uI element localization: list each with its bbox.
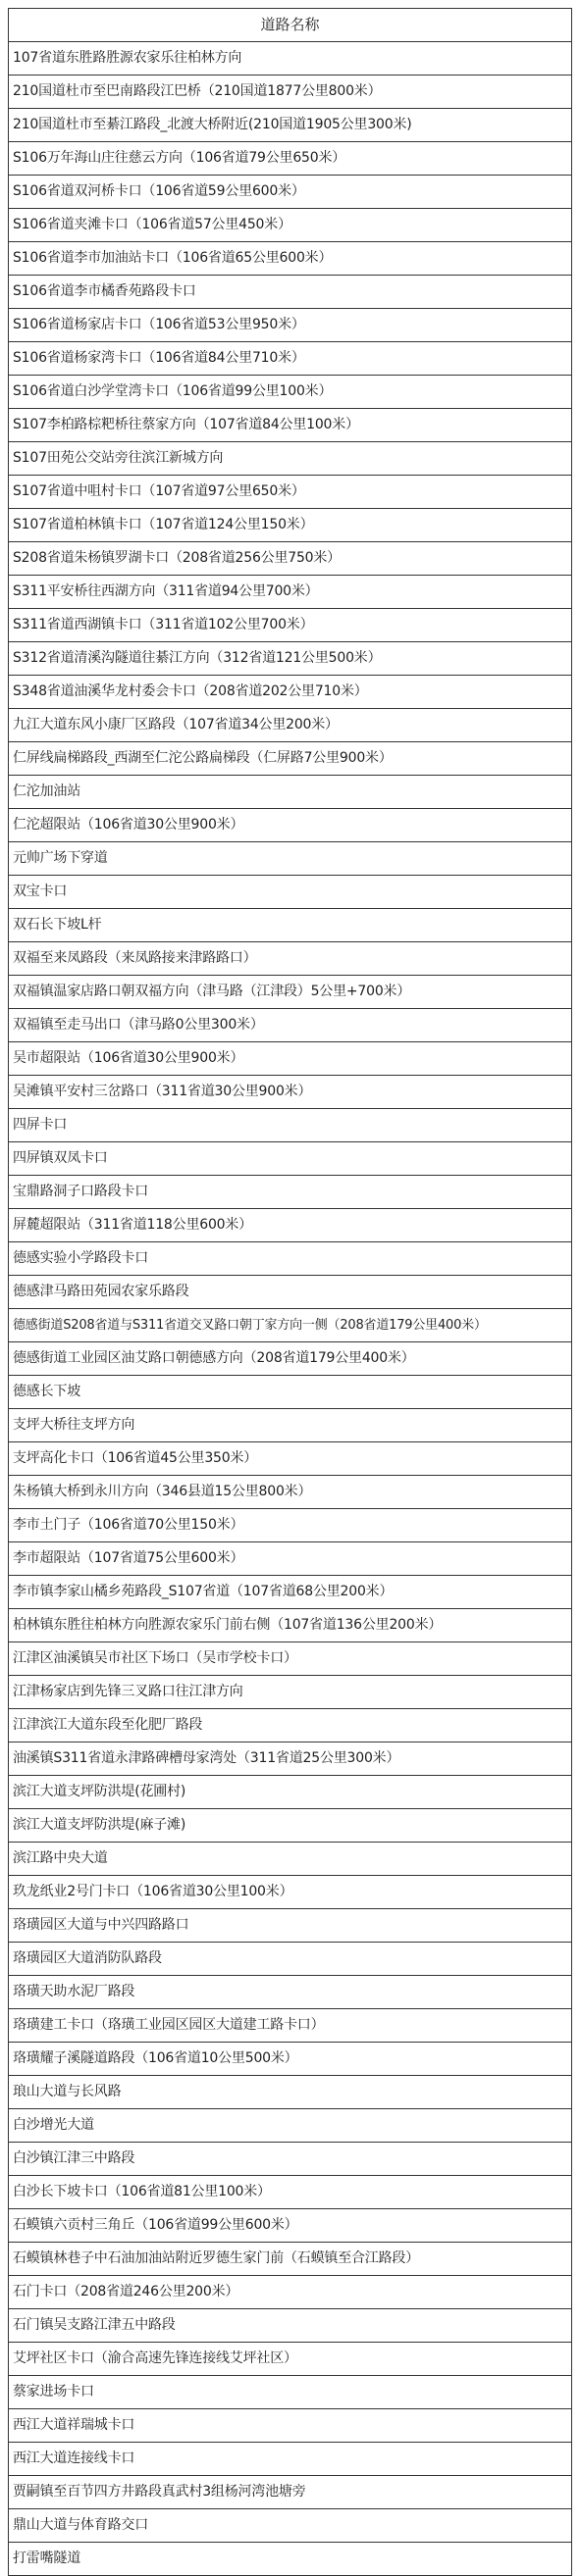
table-row — [9, 576, 572, 609]
table-row — [9, 709, 572, 742]
road-name-cell: S107田苑公交站旁往滨江新城方向 — [9, 442, 572, 476]
table-row — [9, 1042, 572, 1076]
road-name-cell: 朱杨镇大桥到永川方向（346县道15公里800米） — [9, 1476, 572, 1509]
road-name-cell: 江津杨家店到先锋三叉路口往江津方向 — [9, 1676, 572, 1709]
road-name-cell: S106省道夹滩卡口（106省道57公里450米） — [9, 209, 572, 242]
table-row — [9, 1076, 572, 1109]
table-row — [9, 2209, 572, 2243]
road-name-cell: 蔡家进场卡口 — [9, 2376, 572, 2409]
road-name-cell: 李市镇李家山橘乡苑路段_S107省道（107省道68公里200米） — [9, 1576, 572, 1609]
road-name-cell: 双宝卡口 — [9, 876, 572, 909]
road-name-cell: 德感实验小学路段卡口 — [9, 1242, 572, 1276]
road-name-cell: 德感街道工业园区油艾路口朝德感方向（208省道179公里400米） — [9, 1342, 572, 1376]
road-name-cell: 九江大道东风小康厂区路段（107省道34公里200米） — [9, 709, 572, 742]
table-row — [9, 942, 572, 976]
road-name-cell: S106省道李市橘香苑路段卡口 — [9, 276, 572, 309]
road-name-cell: 鼎山大道与体育路交口 — [9, 2509, 572, 2543]
road-name-cell: S106省道杨家店卡口（106省道53公里950米） — [9, 309, 572, 342]
road-name-cell: 吴滩镇平安村三岔路口（311省道30公里900米） — [9, 1076, 572, 1109]
column-header-road-name: 道路名称 — [9, 9, 572, 42]
road-name-cell: S106省道白沙学堂湾卡口（106省道99公里100米） — [9, 376, 572, 409]
road-name-cell: S348省道油溪华龙村委会卡口（208省道202公里710米） — [9, 676, 572, 709]
road-name-cell: S106省道李市加油站卡口（106省道65公里600米） — [9, 242, 572, 276]
road-name-cell: 石门镇吴支路江津五中路段 — [9, 2309, 572, 2343]
road-name-cell: 油溪镇S311省道永津路碑槽母家湾处（311省道25公里300米） — [9, 1743, 572, 1776]
table-row — [9, 1442, 572, 1476]
table-row — [9, 1642, 572, 1676]
road-name-cell: 珞璜天助水泥厂路段 — [9, 1976, 572, 2009]
road-name-cell: 元帅广场下穿道 — [9, 842, 572, 876]
road-name-cell: 石门卡口（208省道246公里200米） — [9, 2276, 572, 2309]
table-row — [9, 1943, 572, 1976]
table-row — [9, 742, 572, 776]
table-row — [9, 909, 572, 942]
table-row — [9, 276, 572, 309]
road-name-cell: S311平安桥往西湖方向（311省道94公里700米） — [9, 576, 572, 609]
table-row — [9, 142, 572, 176]
road-name-cell: 双福镇至走马出口（津马路0公里300米） — [9, 1009, 572, 1042]
table-row — [9, 2376, 572, 2409]
road-name-cell: S107省道中咀村卡口（107省道97公里650米） — [9, 476, 572, 509]
road-name-cell: 双福至来凤路段（来凤路接来津路路口） — [9, 942, 572, 976]
road-name-cell: 吴市超限站（106省道30公里900米） — [9, 1042, 572, 1076]
road-name-cell: 支坪高化卡口（106省道45公里350米） — [9, 1442, 572, 1476]
road-name-cell: 石蟆镇六贡村三角丘（106省道99公里600米） — [9, 2209, 572, 2243]
table-row — [9, 2176, 572, 2209]
table-row — [9, 309, 572, 342]
table-row — [9, 842, 572, 876]
table-body — [9, 42, 572, 2576]
table-row — [9, 809, 572, 842]
table-row — [9, 2109, 572, 2143]
table-row — [9, 1376, 572, 1409]
table-row — [9, 542, 572, 576]
road-name-cell: S107李柏路棕粑桥往蔡家方向（107省道84公里100米） — [9, 409, 572, 442]
table-row — [9, 2343, 572, 2376]
road-name-cell: 德感津马路田苑园农家乐路段 — [9, 1276, 572, 1309]
table-row — [9, 2076, 572, 2109]
table-row — [9, 2476, 572, 2509]
table-row — [9, 1909, 572, 1943]
table-row — [9, 1009, 572, 1042]
road-name-cell: 珞璜耀子溪隧道路段（106省道10公里500米） — [9, 2043, 572, 2076]
road-name-cell: 白沙增光大道 — [9, 2109, 572, 2143]
road-name-cell: 双福镇温家店路口朝双福方向（津马路（江津段）5公里+700米） — [9, 976, 572, 1009]
road-name-cell: 仁沱超限站（106省道30公里900米） — [9, 809, 572, 842]
road-name-cell: 玖龙纸业2号门卡口（106省道30公里100米） — [9, 1876, 572, 1909]
road-name-cell: S208省道朱杨镇罗湖卡口（208省道256公里750米） — [9, 542, 572, 576]
table-row — [9, 676, 572, 709]
road-name-cell: 珞璜建工卡口（珞璜工业园区园区大道建工路卡口） — [9, 2009, 572, 2043]
table-row — [9, 2509, 572, 2543]
table-row — [9, 76, 572, 109]
table-row — [9, 1109, 572, 1142]
road-name-cell: 白沙长下坡卡口（106省道81公里100米） — [9, 2176, 572, 2209]
road-name-cell: 滨江大道支坪防洪堤(花圃村) — [9, 1776, 572, 1809]
table-row — [9, 1743, 572, 1776]
road-name-cell: 仁屏线扁梯路段_西湖至仁沱公路扁梯段（仁屏路7公里900米） — [9, 742, 572, 776]
road-name-sheet — [8, 8, 572, 2576]
road-name-cell: 李市土门子（106省道70公里150米） — [9, 1509, 572, 1542]
road-name-cell: 210国道杜市至綦江路段_北渡大桥附近(210国道1905公里300米) — [9, 109, 572, 142]
road-name-cell: 西江大道连接线卡口 — [9, 2443, 572, 2476]
road-name-cell: 仁沱加油站 — [9, 776, 572, 809]
road-name-cell: S106省道杨家湾卡口（106省道84公里710米） — [9, 342, 572, 376]
road-name-cell: S107省道柏林镇卡口（107省道124公里150米） — [9, 509, 572, 542]
table-row — [9, 1609, 572, 1642]
road-name-cell: 李市超限站（107省道75公里600米） — [9, 1542, 572, 1576]
table-row — [9, 1509, 572, 1542]
road-name-cell: 德感街道S208省道与S311省道交叉路口朝丁家方向一侧（208省道179公里400米） — [9, 1309, 572, 1342]
road-name-cell: S312省道清溪沟隧道往綦江方向（312省道121公里500米） — [9, 642, 572, 676]
road-name-cell: 210国道杜市至巴南路段江巴桥（210国道1877公里800米） — [9, 76, 572, 109]
table-row — [9, 1276, 572, 1309]
road-name-cell: S106省道双河桥卡口（106省道59公里600米） — [9, 176, 572, 209]
road-name-cell: 滨江大道支坪防洪堤(麻子滩) — [9, 1809, 572, 1843]
road-name-table — [8, 8, 572, 2576]
table-row — [9, 1709, 572, 1743]
table-row — [9, 442, 572, 476]
road-name-cell: 宝鼎路洞子口路段卡口 — [9, 1176, 572, 1209]
table-row — [9, 2443, 572, 2476]
table-row — [9, 2243, 572, 2276]
road-name-cell: 江津滨江大道东段至化肥厂路段 — [9, 1709, 572, 1743]
road-name-cell: 西江大道祥瑞城卡口 — [9, 2409, 572, 2443]
road-name-cell: 珞璜园区大道与中兴四路路口 — [9, 1909, 572, 1943]
table-row — [9, 976, 572, 1009]
table-row — [9, 1476, 572, 1509]
table-row — [9, 776, 572, 809]
road-name-cell: 双石长下坡L杆 — [9, 909, 572, 942]
road-name-cell: 江津区油溪镇吴市社区下场口（吴市学校卡口） — [9, 1642, 572, 1676]
table-row — [9, 642, 572, 676]
table-row — [9, 1242, 572, 1276]
road-name-cell: 贾嗣镇至百节四方井路段真武村3组杨河湾池塘旁 — [9, 2476, 572, 2509]
table-row — [9, 509, 572, 542]
table-row — [9, 1576, 572, 1609]
table-row — [9, 109, 572, 142]
road-name-cell: 石蟆镇林巷子中石油加油站附近罗德生家门前（石蟆镇至合江路段） — [9, 2243, 572, 2276]
road-name-cell: 德感长下坡 — [9, 1376, 572, 1409]
table-row — [9, 376, 572, 409]
road-name-cell: 白沙镇江津三中路段 — [9, 2143, 572, 2176]
road-name-cell: 琅山大道与长风路 — [9, 2076, 572, 2109]
road-name-cell: 四屏镇双凤卡口 — [9, 1142, 572, 1176]
table-row — [9, 1309, 572, 1342]
table-row — [9, 2143, 572, 2176]
table-row — [9, 1142, 572, 1176]
table-header-row — [9, 9, 572, 42]
table-row — [9, 476, 572, 509]
table-row — [9, 1209, 572, 1242]
road-name-cell: 107省道东胜路胜源农家乐往柏林方向 — [9, 42, 572, 76]
table-row — [9, 1876, 572, 1909]
table-row — [9, 42, 572, 76]
table-row — [9, 1676, 572, 1709]
road-name-cell: 支坪大桥往支坪方向 — [9, 1409, 572, 1442]
table-row — [9, 609, 572, 642]
table-row — [9, 2543, 572, 2576]
table-row — [9, 1342, 572, 1376]
table-row — [9, 1843, 572, 1876]
table-row — [9, 1976, 572, 2009]
road-name-cell: 艾坪社区卡口（渝合高速先锋连接线艾坪社区） — [9, 2343, 572, 2376]
road-name-cell: 四屏卡口 — [9, 1109, 572, 1142]
table-row — [9, 1409, 572, 1442]
table-row — [9, 876, 572, 909]
table-row — [9, 242, 572, 276]
table-row — [9, 2309, 572, 2343]
road-name-cell: S311省道西湖镇卡口（311省道102公里700米） — [9, 609, 572, 642]
table-row — [9, 342, 572, 376]
road-name-cell: S106万年海山庄往慈云方向（106省道79公里650米） — [9, 142, 572, 176]
table-row — [9, 1776, 572, 1809]
table-row — [9, 1176, 572, 1209]
road-name-cell: 滨江路中央大道 — [9, 1843, 572, 1876]
table-row — [9, 2043, 572, 2076]
table-row — [9, 1542, 572, 1576]
table-row — [9, 176, 572, 209]
table-row — [9, 2276, 572, 2309]
table-row — [9, 2009, 572, 2043]
table-row — [9, 2409, 572, 2443]
table-row — [9, 209, 572, 242]
road-name-cell: 珞璜园区大道消防队路段 — [9, 1943, 572, 1976]
road-name-cell: 屏麓超限站（311省道118公里600米） — [9, 1209, 572, 1242]
road-name-cell: 柏林镇东胜往柏林方向胜源农家乐门前右侧（107省道136公里200米） — [9, 1609, 572, 1642]
table-row — [9, 1809, 572, 1843]
table-row — [9, 409, 572, 442]
road-name-cell: 打雷嘴隧道 — [9, 2543, 572, 2576]
